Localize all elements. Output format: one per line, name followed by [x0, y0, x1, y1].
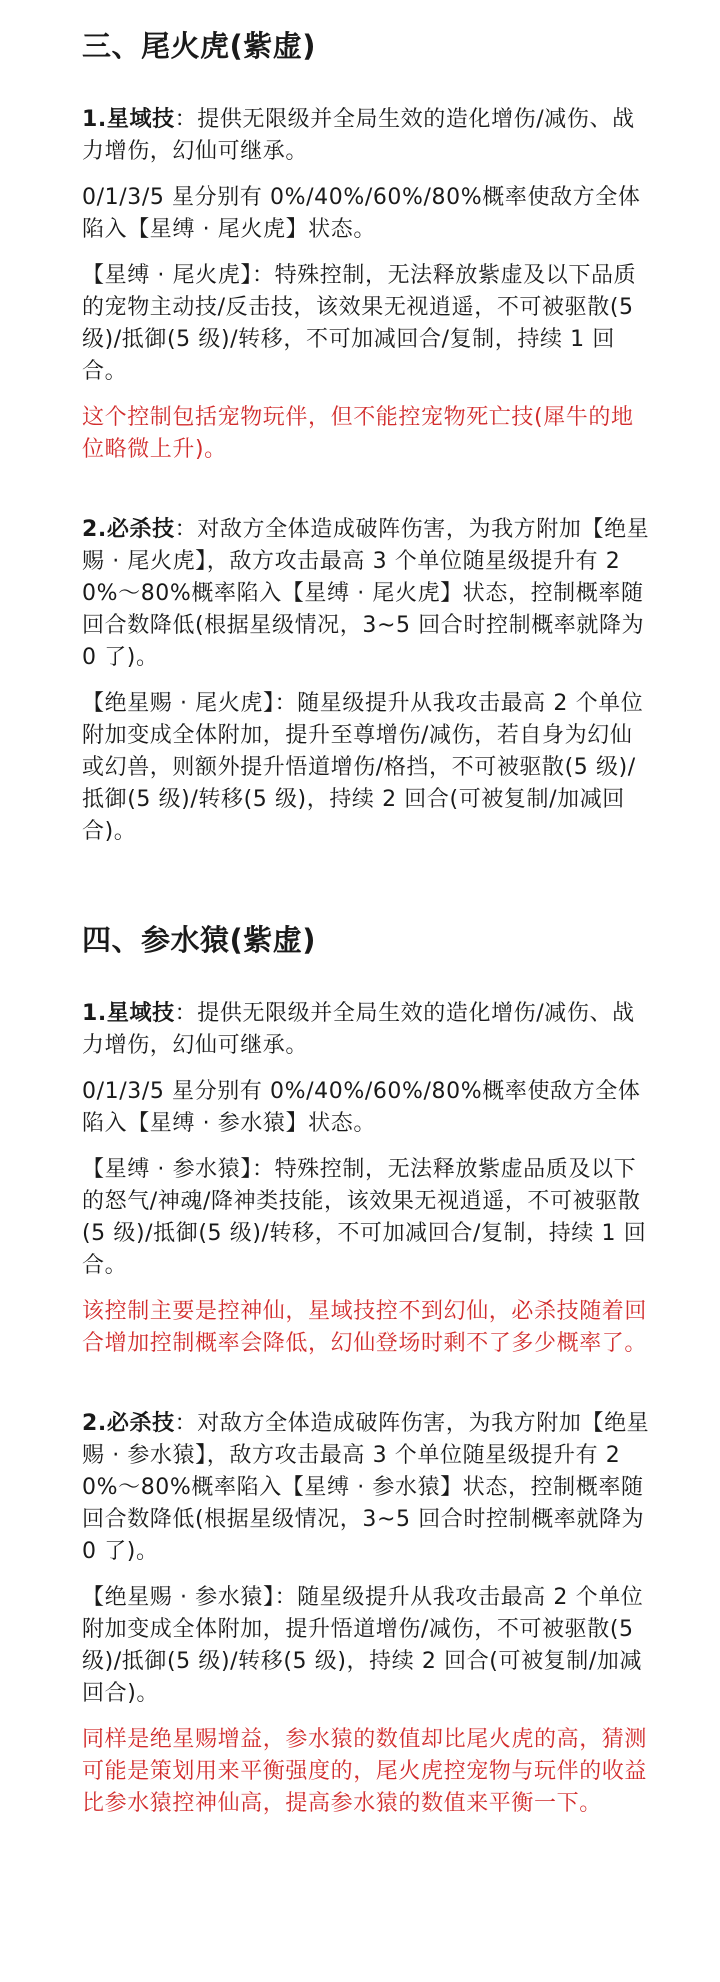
red-note: 同样是绝星赐增益，参水猿的数值却比尾火虎的高，猜测可能是策划用来平衡强度的，尾火虎控宠物与玩伴的收益比参水猿控神仙高，提高参水猿的数值来平衡一下。: [82, 1727, 648, 1816]
paragraph: 【绝星赐 · 参水猿】：随星级提升从我攻击最高 2 个单位附加变成全体附加，提升悟道增伤/减伤，不可被驱散(5 级)/抵御(5 级)/转移(5 级)，持续 2 回合(可被复制/加减回合)。: [82, 1585, 644, 1706]
red-note: 该控制主要是控神仙，星域技控不到幻仙，必杀技随着回合增加控制概率会降低，幻仙登场时剩不了多少概率了。: [82, 1299, 648, 1356]
skill-label: 2.必杀技: [82, 1411, 175, 1436]
paragraph: 【星缚 · 尾火虎】：特殊控制，无法释放紫虚及以下品质的宠物主动技/反击技，该效果无视逍遥，不可被驱散(5 级)/抵御(5 级)/转移，不可加减回合/复制，持续 1 回合。: [82, 263, 637, 384]
paragraph: 0/1/3/5 星分别有 0%/40%/60%/80%概率使敌方全体陷入【星缚 · 参水猿】状态。: [82, 1079, 641, 1136]
skill-paragraph: [82, 1408, 652, 1568]
spacer: [82, 480, 652, 514]
section-title: 四、参水猿(紫虚): [82, 923, 317, 957]
paragraph: 0/1/3/5 星分别有 0%/40%/60%/80%概率使敌方全体陷入【星缚 · 尾火虎】状态。: [82, 185, 641, 242]
paragraph: 【绝星赐 · 尾火虎】：随星级提升从我攻击最高 2 个单位附加变成全体附加，提升至尊增伤/减伤，若自身为幻仙或幻兽，则额外提升悟道增伤/格挡，不可被驱散(5 级)/抵御(5 级)/转移(5 级)，持续 2 回合(可被复制/加减回合)。: [82, 691, 644, 844]
red-note: 这个控制包括宠物玩伴，但不能控宠物死亡技(犀牛的地位略微上升)。: [82, 405, 634, 462]
paragraph: 【星缚 · 参水猿】：特殊控制，无法释放紫虚品质及以下的怒气/神魂/降神类技能，该效果无视逍遥，不可被驱散(5 级)/抵御(5 级)/转移，不可加减回合/复制，持续 1 回合。: [82, 1157, 647, 1278]
article-column: [82, 26, 652, 1820]
skill-text: ：提供无限级并全局生效的造化增伤/减伤、战力增伤，幻仙可继承。: [82, 107, 635, 164]
skill-text: ：对敌方全体造成破阵伤害，为我方附加【绝星赐 · 参水猿】，敌方攻击最高 3 个单位随星级提升有 20%～80%概率陷入【星缚 · 参水猿】状态，控制概率随回合数降低(根据星级情况，3~5 回合时控制概率就降为 0 了)。: [82, 1411, 650, 1564]
section-title: 三、尾火虎(紫虚): [82, 29, 317, 63]
spacer: [82, 1374, 652, 1408]
skill-label: 2.必杀技: [82, 517, 175, 542]
skill-paragraph: [82, 514, 652, 674]
skill-paragraph: [82, 998, 652, 1062]
skill-paragraph: [82, 104, 652, 168]
skill-text: ：提供无限级并全局生效的造化增伤/减伤、战力增伤，幻仙可继承。: [82, 1001, 635, 1058]
skill-label: 1.星域技: [82, 107, 175, 132]
skill-text: ：对敌方全体造成破阵伤害，为我方附加【绝星赐 · 尾火虎】，敌方攻击最高 3 个单位随星级提升有 20%～80%概率陷入【星缚 · 尾火虎】状态，控制概率随回合数降低(根据星级情况，3~5 回合时控制概率就降为 0 了)。: [82, 517, 650, 670]
skill-label: 1.星域技: [82, 1001, 175, 1026]
spacer: [82, 862, 652, 920]
